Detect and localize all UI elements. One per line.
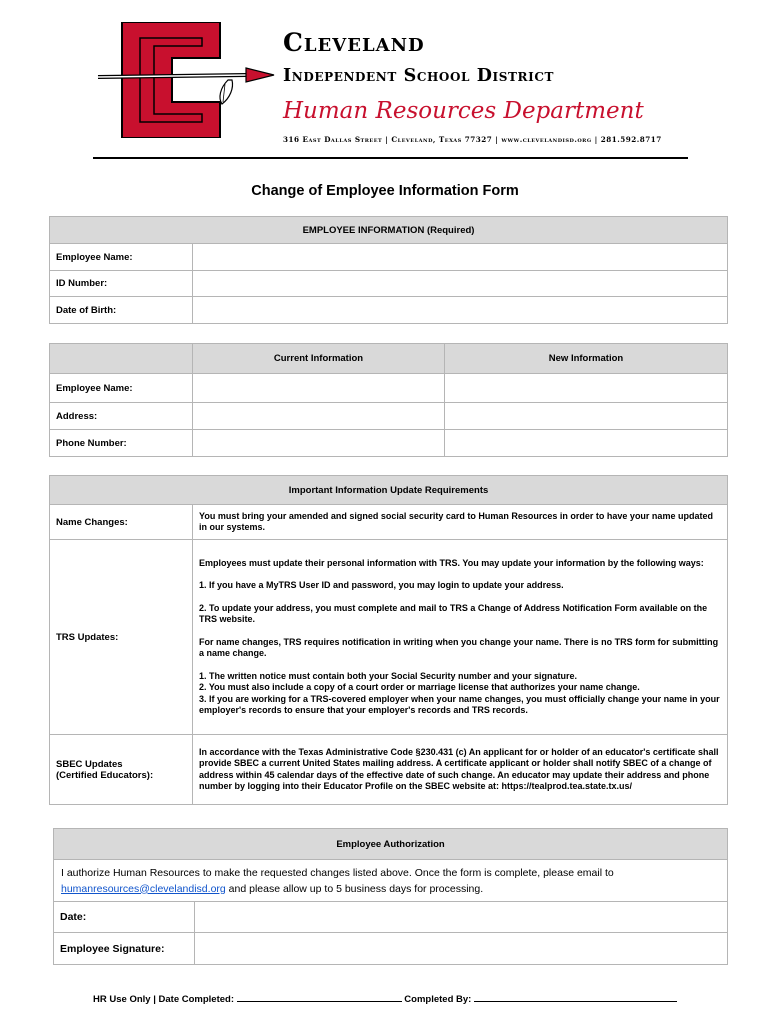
trs-item-3: 3. If you are working for a TRS-covered employer when your name changes, you must officially change your name in your employer's records to ensure that your employer's records and TRS records. (199, 693, 720, 715)
trs-item-2: 2. You must also include a copy of a court order or marriage license that authorizes your name change. (199, 682, 640, 692)
authorization-text-2: and please allow up to 5 business days for processing. (225, 882, 484, 895)
id-number-input[interactable] (193, 271, 728, 297)
signature-label: Employee Signature: (54, 933, 195, 965)
district-address: 316 East Dallas Street | Cleveland, Texas 77327 | www.clevelandisd.org | 281.592.8717 (283, 135, 662, 144)
authorization-statement (54, 860, 728, 902)
requirements-header: Important Information Update Requirements (50, 476, 728, 505)
trs-para-1: Employees must update their personal information with TRS. You may update your information by the following ways: (199, 557, 704, 568)
district-logo (96, 22, 276, 138)
authorization-text-1: I authorize Human Resources to make the requested changes listed above. Once the form is complete, please email to (61, 866, 614, 879)
signature-input[interactable] (195, 933, 728, 965)
change-info-table (49, 343, 728, 457)
current-phone-input[interactable] (193, 430, 445, 457)
trs-updates-text (193, 540, 728, 735)
name-changes-text: You must bring your amended and signed social security card to Human Resources in order to have your name updated in our systems. (193, 505, 728, 540)
name-changes-label: Name Changes: (50, 505, 193, 540)
trs-updates-label: TRS Updates: (50, 540, 193, 735)
new-address-input[interactable] (445, 403, 728, 430)
date-of-birth-label: Date of Birth: (50, 297, 193, 324)
sbec-updates-label (50, 735, 193, 805)
trs-item-1: 1. The written notice must contain both your Social Security number and your signature. (199, 670, 578, 681)
new-name-input[interactable] (445, 374, 728, 403)
completed-by-label: Completed By: (401, 994, 474, 1005)
employee-info-header: EMPLOYEE INFORMATION (Required) (50, 217, 728, 244)
date-input[interactable] (195, 902, 728, 933)
district-subtitle: Independent School District (283, 66, 555, 86)
change-name-label: Employee Name: (50, 374, 193, 403)
change-phone-label: Phone Number: (50, 430, 193, 457)
authorization-header: Employee Authorization (54, 829, 728, 860)
requirements-table (49, 475, 728, 805)
date-of-birth-input[interactable] (193, 297, 728, 324)
authorization-table (53, 828, 728, 965)
current-info-header: Current Information (193, 344, 445, 374)
change-info-header-blank (50, 344, 193, 374)
completed-by-line[interactable] (474, 992, 677, 1002)
trs-para-3: 2. To update your address, you must complete and mail to TRS a Change of Address Notification Form available on the TRS website. (199, 602, 708, 624)
form-title: Change of Employee Information Form (251, 183, 519, 199)
change-address-label: Address: (50, 403, 193, 430)
date-completed-label: HR Use Only | Date Completed: (93, 994, 237, 1005)
employee-name-input[interactable] (193, 244, 728, 271)
employee-name-label: Employee Name: (50, 244, 193, 271)
district-name: Cleveland (283, 28, 425, 57)
trs-para-5 (199, 671, 721, 717)
current-name-input[interactable] (193, 374, 445, 403)
date-label: Date: (54, 902, 195, 933)
sbec-updates-text: In accordance with the Texas Administrative Code §230.431 (c) An applicant for or holder of an educator's certificate shall provide SBEC a current United States mailing address. A certificate applicant or holder shall notify SBEC of a change of address within 45 calendar days of the effective date of such change. An educator may update their address and phone number by logging into their Educator Profile on the SBEC website at: https://tealprod.tea.state.tx.us/ (193, 735, 728, 805)
sbec-label-line-1: SBEC Updates (56, 758, 123, 770)
header-divider (93, 157, 688, 159)
current-address-input[interactable] (193, 403, 445, 430)
id-number-label: ID Number: (50, 271, 193, 297)
new-info-header: New Information (445, 344, 728, 374)
hr-use-footer (0, 992, 770, 1005)
hr-email-link[interactable]: humanresources@clevelandisd.org (61, 882, 226, 895)
new-phone-input[interactable] (445, 430, 728, 457)
department-name: Human Resources Department (283, 98, 644, 124)
date-completed-line[interactable] (237, 992, 402, 1002)
trs-para-2: 1. If you have a MyTRS User ID and password, you may login to update your address. (199, 580, 564, 590)
employee-info-table (49, 216, 728, 324)
sbec-label-line-2: (Certified Educators): (56, 769, 154, 781)
trs-para-4: For name changes, TRS requires notification in writing when you change your name. There is no TRS form for submitting a name change. (199, 636, 719, 658)
